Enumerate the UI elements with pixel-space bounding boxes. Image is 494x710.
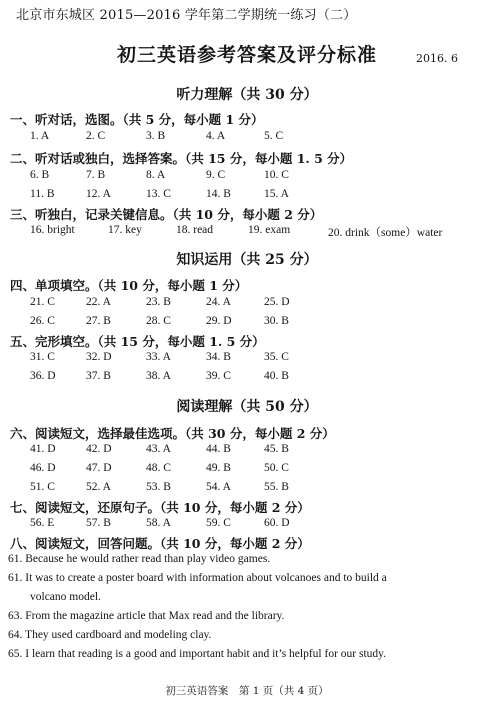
- answer-item: 50. C: [264, 462, 289, 474]
- answer-item: 9. C: [206, 169, 226, 181]
- answer-item: 19. exam: [248, 224, 291, 236]
- answer-item: 45. B: [264, 443, 289, 455]
- answer-row: [0, 462, 494, 480]
- answer-item: 29. D: [206, 315, 232, 327]
- answer-item: 21. C: [30, 296, 55, 308]
- answer-item: 7. B: [86, 169, 106, 181]
- open-answer-62: 61. It was to create a poster board with information about volcanoes and to build a: [8, 572, 387, 584]
- answer-item: 57. B: [86, 517, 111, 529]
- answer-item: 60. D: [264, 517, 290, 529]
- answer-item: 43. A: [146, 443, 171, 455]
- answer-row: [0, 517, 494, 535]
- answer-item: 32. D: [86, 351, 112, 363]
- answer-row: [0, 315, 494, 333]
- section-heading-3: 三、听独白，记录关键信息。（共 10 分，每小题 2 分）: [10, 207, 323, 222]
- section-heading-5: 五、完形填空。（共 15 分，每小题 1. 5 分）: [10, 334, 265, 349]
- answer-item: 3. B: [146, 130, 166, 142]
- answer-item: 59. C: [206, 517, 231, 529]
- answer-item: 12. A: [86, 188, 111, 200]
- part-heading-reading: 阅读理解（共 50 分）: [176, 399, 318, 415]
- date-label: 2016. 6: [416, 52, 458, 65]
- answer-item: 48. C: [146, 462, 171, 474]
- part-heading-listening: 听力理解（共 30 分）: [176, 87, 318, 103]
- answer-item: 33. A: [146, 351, 171, 363]
- answer-item: 38. A: [146, 370, 171, 382]
- section-heading-1: 一、听对话，选图。（共 5 分，每小题 1 分）: [10, 112, 264, 127]
- section-heading-6: 六、阅读短文，选择最佳选项。（共 30 分，每小题 2 分）: [10, 426, 335, 441]
- page-footer: 初三英语答案 第 1 页（共 4 页）: [165, 685, 329, 697]
- answer-item: 51. C: [30, 481, 55, 493]
- answer-row: [0, 296, 494, 314]
- answer-item: 17. key: [108, 224, 142, 236]
- answer-item: 53. B: [146, 481, 171, 493]
- page-title: 初三英语参考答案及评分标准: [116, 44, 377, 66]
- answer-item: 39. C: [206, 370, 231, 382]
- answer-item: 8. A: [146, 169, 166, 181]
- answer-item: 27. B: [86, 315, 111, 327]
- answer-item: 46. D: [30, 462, 56, 474]
- answer-row: [0, 443, 494, 461]
- answer-item: 24. A: [206, 296, 231, 308]
- answer-item: 18. read: [176, 224, 214, 236]
- answer-item: 15. A: [264, 188, 289, 200]
- answer-row: [0, 130, 494, 148]
- answer-item: 56. E: [30, 517, 55, 529]
- answer-item: 42. D: [86, 443, 112, 455]
- answer-item: 23. B: [146, 296, 171, 308]
- answer-item: 10. C: [264, 169, 289, 181]
- section-heading-4: 四、单项填空。（共 10 分，每小题 1 分）: [10, 278, 248, 293]
- answer-item: 37. B: [86, 370, 111, 382]
- answer-item: 20. drink（some）water: [328, 227, 443, 239]
- answer-row: [0, 188, 494, 206]
- answer-item: 35. C: [264, 351, 289, 363]
- answer-item: 31. C: [30, 351, 55, 363]
- open-answer-62-continued: volcano model.: [30, 591, 101, 603]
- section-heading-2: 二、听对话或独白，选择答案。（共 15 分，每小题 1. 5 分）: [10, 151, 353, 166]
- answer-item: 26. C: [30, 315, 55, 327]
- section-heading-7: 七、阅读短文，还原句子。（共 10 分，每小题 2 分）: [10, 500, 310, 515]
- part-heading-knowledge: 知识运用（共 25 分）: [176, 252, 318, 268]
- answer-item: 16. bright: [30, 224, 75, 236]
- answer-item: 6. B: [30, 169, 50, 181]
- answer-item: 25. D: [264, 296, 290, 308]
- answer-item: 52. A: [86, 481, 111, 493]
- answer-row: [0, 169, 494, 187]
- answer-item: 36. D: [30, 370, 56, 382]
- answer-item: 54. A: [206, 481, 231, 493]
- answer-item: 47. D: [86, 462, 112, 474]
- open-answer-61: 61. Because he would rather read than play video games.: [8, 553, 271, 565]
- answer-item: 2. C: [86, 130, 106, 142]
- answer-row: [0, 351, 494, 369]
- page-header: 北京市东城区 2015—2016 学年第二学期统一练习（二）: [16, 8, 357, 23]
- answer-item: 41. D: [30, 443, 56, 455]
- answer-item: 1. A: [30, 130, 50, 142]
- answer-item: 28. C: [146, 315, 171, 327]
- answer-item: 4. A: [206, 130, 226, 142]
- answer-item: 14. B: [206, 188, 231, 200]
- answer-item: 49. B: [206, 462, 231, 474]
- section-heading-8: 八、阅读短文，回答问题。（共 10 分，每小题 2 分）: [10, 536, 310, 551]
- answer-row: [0, 224, 494, 242]
- answer-item: 30. B: [264, 315, 289, 327]
- answer-item: 40. B: [264, 370, 289, 382]
- open-answer-63: 63. From the magazine article that Max read and the library.: [8, 610, 285, 622]
- answer-item: 22. A: [86, 296, 111, 308]
- answer-row: [0, 481, 494, 499]
- answer-item: 58. A: [146, 517, 171, 529]
- answer-item: 34. B: [206, 351, 231, 363]
- answer-item: 44. B: [206, 443, 231, 455]
- answer-row: [0, 370, 494, 388]
- open-answer-65: 65. I learn that reading is a good and important habit and it’s helpful for our study.: [8, 648, 387, 660]
- answer-item: 11. B: [30, 188, 55, 200]
- answer-item: 5. C: [264, 130, 284, 142]
- answer-item: 55. B: [264, 481, 289, 493]
- answer-item: 13. C: [146, 188, 171, 200]
- open-answer-64: 64. They used cardboard and modeling clay.: [8, 629, 212, 641]
